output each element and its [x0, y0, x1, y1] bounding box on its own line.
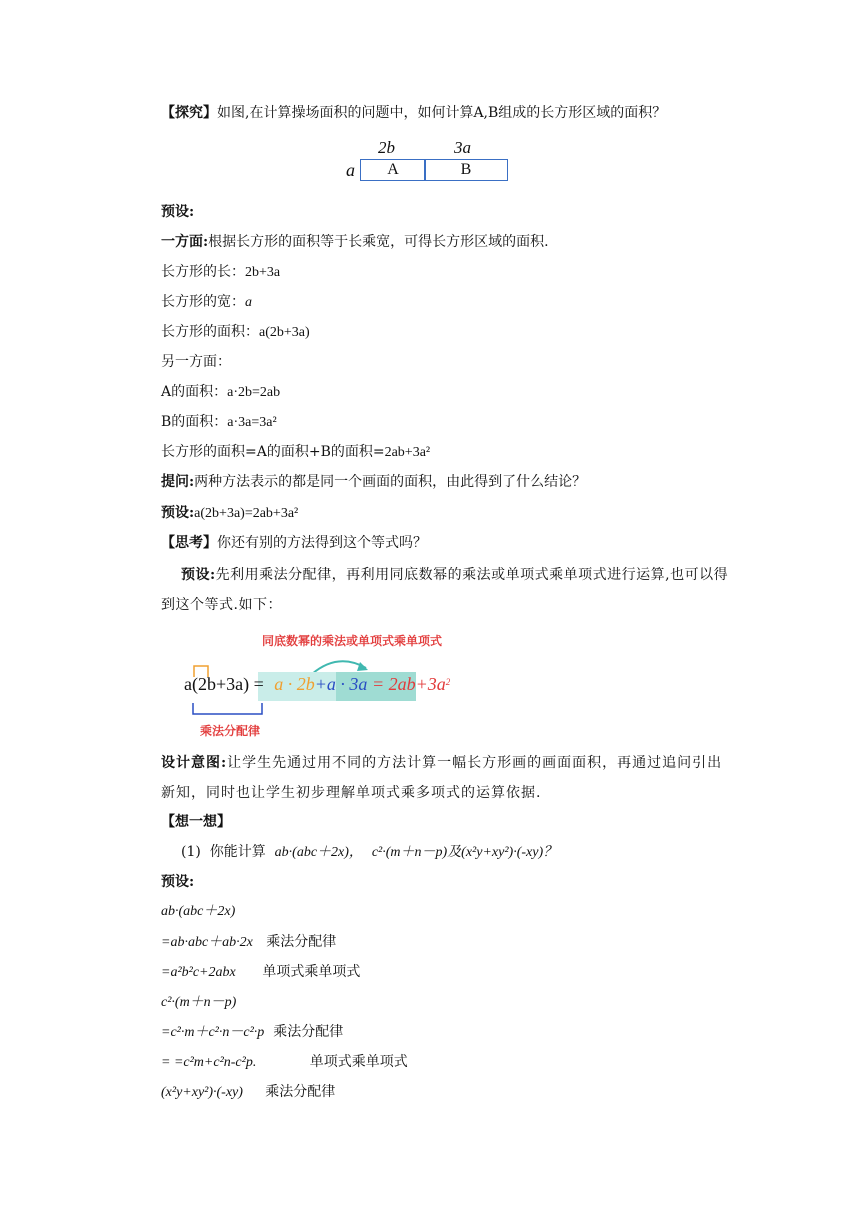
calc-line-2: =ab·abc＋ab·2x 乘法分配律: [161, 934, 337, 950]
think-line: [161, 533, 427, 553]
think-tag: 【思考】: [161, 535, 217, 551]
a-area-value: a·2b=2ab: [227, 385, 281, 400]
length-line: 长方形的长：2b+3a: [161, 264, 281, 280]
region-a-box: [360, 159, 426, 181]
preset3-text: 先利用乘法分配律，再利用同底数幂的乘法或单项式乘单项式进行运算,也可以得到这个等式.如下：: [161, 567, 729, 613]
explore-line: [161, 103, 666, 123]
design-text: 让学生先通过用不同的方法计算一幅长方形画的画面面积，再通过追问引出新知，同时也让学生初步理解单项式乘多项式的运算依据.: [161, 755, 723, 801]
rectangle-area-figure: [342, 138, 512, 188]
a-area-line: A的面积：a·2b=2ab: [161, 384, 281, 400]
question1-label: 提问:: [161, 474, 195, 490]
calc-line-1: ab·(abc＋2x): [161, 904, 236, 919]
other-side-line: 另一方面：: [161, 354, 231, 370]
one-side-label: 一方面:: [161, 234, 209, 250]
total-area-value: 2ab+3a²: [384, 445, 431, 460]
width-line: 长方形的宽：a: [161, 294, 252, 310]
calc-line-4: c²·(m＋n－p): [161, 995, 237, 1010]
calc-line-3: =a²b²c+2abx 单项式乘单项式: [161, 964, 361, 980]
preset1-label: 预设:: [161, 204, 195, 220]
explore-tag: 【探究】: [161, 105, 217, 121]
calc-line-7: (x²y+xy²)·(-xy) 乘法分配律: [161, 1084, 336, 1100]
b-area-line: B的面积：a·3a=3a²: [161, 414, 277, 430]
distributive-figure: [180, 630, 480, 740]
think-more-tag: 【想一想】: [161, 814, 231, 830]
calc-line-5: =c²·m＋c²·n－c²·p 乘法分配律: [161, 1024, 344, 1040]
distributive-equation: $a(2b+3a) = a \cdot 2b+a \cdot 3a = 2ab+3a^2$: [184, 674, 451, 694]
explore-question: 如图,在计算操场面积的问题中，如何计算A,B组成的长方形区域的面积？: [217, 105, 667, 121]
design-label: 设计意图:: [161, 755, 228, 771]
region-b-label: B: [460, 161, 472, 178]
one-side-line: [161, 232, 549, 252]
length-value: 2b+3a: [245, 265, 281, 280]
preset2-label: 预设:: [161, 505, 195, 521]
power-rule-label: 同底数幂的乘法或单项式乘单项式: [262, 634, 443, 648]
figure-label-2b: 2b: [378, 138, 395, 157]
question1-text: 两种方法表示的都是同一个画面的面积，由此得到了什么结论？: [194, 474, 587, 490]
b-area-value: a·3a=3a²: [227, 415, 277, 430]
area-line: 长方形的面积：a(2b+3a): [161, 324, 310, 340]
calc-line-6: = =c²m+c²n-c²p. 单项式乘单项式: [161, 1054, 408, 1070]
think-more-question: (1) 你能计算 ab·(abc＋2x)， c²·(m＋n－p)及(x²y+xy²)·(-xy)？: [181, 844, 558, 860]
total-area-line: 长方形的面积=A的面积+B的面积=2ab+3a²: [161, 444, 431, 460]
region-a-label: A: [387, 161, 399, 178]
preset4-label: 预设:: [161, 874, 195, 890]
preset2-line: [161, 503, 298, 524]
preset3-label: 预设:: [181, 567, 216, 583]
one-side-text: 根据长方形的面积等于长乘宽，可得长方形区域的面积.: [208, 234, 549, 250]
design-paragraph: [161, 748, 729, 808]
think-text: 你还有别的方法得到这个等式吗？: [217, 535, 427, 551]
area-value: a(2b+3a): [259, 325, 310, 340]
width-value: a: [245, 295, 252, 310]
distributive-label: 乘法分配律: [200, 724, 261, 738]
figure-label-3a: 3a: [454, 138, 471, 157]
figure-label-a: a: [346, 160, 355, 180]
question1-line: [161, 472, 586, 492]
preset2-value: a(2b+3a)=2ab+3a²: [194, 506, 299, 521]
region-b-box: [424, 159, 508, 181]
preset3-paragraph: [161, 560, 729, 620]
